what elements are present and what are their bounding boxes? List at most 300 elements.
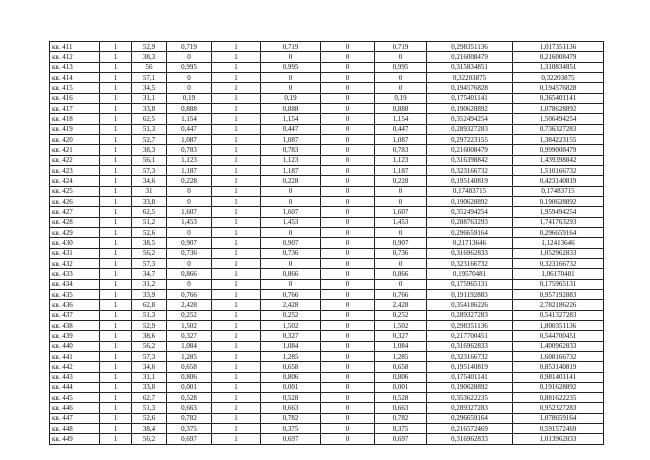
- value-cell: 51,2: [132, 217, 167, 227]
- value-cell: 1: [212, 176, 261, 186]
- value-cell: 1,285: [261, 351, 321, 361]
- value-cell: 62,8: [132, 300, 167, 310]
- apartment-cell: кв. 438: [50, 320, 100, 330]
- value-cell: 1: [212, 83, 261, 93]
- value-cell: 0,736: [261, 248, 321, 258]
- value-cell: 1,510166732: [513, 165, 604, 175]
- value-cell: 0,866: [167, 269, 212, 279]
- value-cell: 0: [375, 72, 427, 82]
- value-cell: 1: [212, 300, 261, 310]
- value-cell: 1,084: [375, 341, 427, 351]
- value-cell: 1: [212, 331, 261, 341]
- value-cell: 1,453: [167, 217, 212, 227]
- value-cell: 0,216008479: [427, 145, 513, 155]
- value-cell: 0,289327283: [427, 310, 513, 320]
- value-cell: 38,5: [132, 238, 167, 248]
- value-cell: 0: [321, 248, 375, 258]
- value-cell: 0: [167, 258, 212, 268]
- value-cell: 0: [167, 52, 212, 62]
- value-cell: 1,12413646: [513, 238, 604, 248]
- value-cell: 1,087: [167, 134, 212, 144]
- apartment-cell: кв. 447: [50, 413, 100, 423]
- value-cell: 0: [321, 217, 375, 227]
- value-cell: 0: [167, 196, 212, 206]
- value-cell: 1,800351136: [513, 320, 604, 330]
- value-cell: 0,190628892: [427, 382, 513, 392]
- apartment-cell: кв. 440: [50, 341, 100, 351]
- value-cell: 0,663: [261, 403, 321, 413]
- value-cell: 1,084: [167, 341, 212, 351]
- table-row: [50, 393, 604, 403]
- value-cell: 1: [100, 413, 132, 423]
- value-cell: 1,310834851: [513, 62, 604, 72]
- value-cell: 0,888: [261, 103, 321, 113]
- table-row: [50, 186, 604, 196]
- apartment-cell: кв. 446: [50, 403, 100, 413]
- value-cell: 1,078659164: [513, 413, 604, 423]
- value-cell: 0,736: [375, 248, 427, 258]
- value-cell: 0,001: [261, 382, 321, 392]
- value-cell: 0,001: [167, 382, 212, 392]
- value-cell: 33,9: [132, 289, 167, 299]
- value-cell: 1: [100, 300, 132, 310]
- table-row: [50, 52, 604, 62]
- value-cell: 0,658: [375, 362, 427, 372]
- value-cell: 1,078628892: [513, 103, 604, 113]
- value-cell: 0: [321, 62, 375, 72]
- value-cell: 1: [212, 62, 261, 72]
- value-cell: 1: [212, 372, 261, 382]
- value-cell: 0: [261, 72, 321, 82]
- value-cell: 0,175401141: [427, 93, 513, 103]
- value-cell: 0: [321, 176, 375, 186]
- table-row: [50, 165, 604, 175]
- value-cell: 0,194576828: [513, 83, 604, 93]
- table-row: [50, 103, 604, 113]
- value-cell: 52,9: [132, 42, 167, 52]
- value-cell: 0: [167, 72, 212, 82]
- table-row: [50, 269, 604, 279]
- value-cell: 1: [212, 145, 261, 155]
- value-cell: 0,541327283: [513, 310, 604, 320]
- table-row: [50, 227, 604, 237]
- value-cell: 2,428: [375, 300, 427, 310]
- value-cell: 0: [321, 83, 375, 93]
- table-row: [50, 289, 604, 299]
- value-cell: 2,782186226: [513, 300, 604, 310]
- value-cell: 1: [212, 217, 261, 227]
- value-cell: 1: [212, 103, 261, 113]
- value-cell: 0,289327283: [427, 124, 513, 134]
- value-cell: 1: [100, 258, 132, 268]
- value-cell: 1,608166732: [513, 351, 604, 361]
- value-cell: 0,32203875: [427, 72, 513, 82]
- value-cell: 0,252: [261, 310, 321, 320]
- apartment-cell: кв. 411: [50, 42, 100, 52]
- value-cell: 0,216572469: [427, 424, 513, 434]
- value-cell: 0,298351136: [427, 42, 513, 52]
- value-cell: 0,216008479: [427, 52, 513, 62]
- value-cell: 0: [321, 52, 375, 62]
- value-cell: 1,285: [167, 351, 212, 361]
- value-cell: 1,607: [167, 207, 212, 217]
- apartment-cell: кв. 432: [50, 258, 100, 268]
- value-cell: 0: [261, 196, 321, 206]
- value-cell: 0,352494254: [427, 207, 513, 217]
- value-cell: 1: [100, 114, 132, 124]
- value-cell: 1: [212, 124, 261, 134]
- value-cell: 57,1: [132, 72, 167, 82]
- value-cell: 62,5: [132, 207, 167, 217]
- value-cell: 0,175965131: [427, 279, 513, 289]
- table-row: [50, 176, 604, 186]
- value-cell: 1,017351136: [513, 42, 604, 52]
- value-cell: 0,19570481: [427, 269, 513, 279]
- value-cell: 0: [321, 341, 375, 351]
- value-cell: 0,528: [375, 393, 427, 403]
- value-cell: 0,175965131: [513, 279, 604, 289]
- value-cell: 0,888: [167, 103, 212, 113]
- value-cell: 1: [212, 134, 261, 144]
- value-cell: 1: [212, 310, 261, 320]
- apartment-cell: кв. 424: [50, 176, 100, 186]
- value-cell: 0,296659164: [427, 413, 513, 423]
- value-cell: 0,853140819: [513, 362, 604, 372]
- value-cell: 1: [212, 155, 261, 165]
- value-cell: 0,697: [375, 434, 427, 444]
- value-cell: 0: [261, 83, 321, 93]
- apartment-table: [49, 41, 604, 445]
- value-cell: 1,154: [261, 114, 321, 124]
- value-cell: 0: [321, 42, 375, 52]
- value-cell: 0,663: [375, 403, 427, 413]
- value-cell: 0: [321, 320, 375, 330]
- table-row: [50, 310, 604, 320]
- apartment-cell: кв. 441: [50, 351, 100, 361]
- value-cell: 33,8: [132, 196, 167, 206]
- value-cell: 1: [100, 362, 132, 372]
- value-cell: 56,1: [132, 155, 167, 165]
- value-cell: 2,428: [261, 300, 321, 310]
- value-cell: 0,806: [261, 372, 321, 382]
- table-row: [50, 155, 604, 165]
- value-cell: 0,32203875: [513, 72, 604, 82]
- value-cell: 1,502: [261, 320, 321, 330]
- value-cell: 1: [100, 165, 132, 175]
- value-cell: 0: [321, 351, 375, 361]
- value-cell: 1: [212, 186, 261, 196]
- value-cell: 0,783: [375, 145, 427, 155]
- value-cell: 0,783: [261, 145, 321, 155]
- value-cell: 1: [212, 238, 261, 248]
- value-cell: 0: [321, 300, 375, 310]
- apartment-cell: кв. 423: [50, 165, 100, 175]
- value-cell: 38,3: [132, 145, 167, 155]
- value-cell: 0,353622235: [427, 393, 513, 403]
- value-cell: 51,3: [132, 310, 167, 320]
- table-row: [50, 83, 604, 93]
- value-cell: 0: [321, 196, 375, 206]
- value-cell: 1: [212, 258, 261, 268]
- value-cell: 1: [100, 403, 132, 413]
- table-row: [50, 145, 604, 155]
- value-cell: 0,17483715: [427, 186, 513, 196]
- value-cell: 1,959494254: [513, 207, 604, 217]
- value-cell: 0,19: [261, 93, 321, 103]
- apartment-cell: кв. 449: [50, 434, 100, 444]
- value-cell: 0,316962833: [427, 341, 513, 351]
- value-cell: 1: [100, 227, 132, 237]
- value-cell: 1: [212, 207, 261, 217]
- value-cell: 52,9: [132, 320, 167, 330]
- value-cell: 0,375: [261, 424, 321, 434]
- value-cell: 1: [212, 351, 261, 361]
- value-cell: 0: [375, 196, 427, 206]
- value-cell: 0,783: [167, 145, 212, 155]
- value-cell: 1: [212, 114, 261, 124]
- value-cell: 56,2: [132, 248, 167, 258]
- value-cell: 0: [321, 393, 375, 403]
- value-cell: 1: [100, 186, 132, 196]
- value-cell: 0,907: [375, 238, 427, 248]
- value-cell: 0: [321, 269, 375, 279]
- value-cell: 0,736327283: [513, 124, 604, 134]
- apartment-cell: кв. 422: [50, 155, 100, 165]
- value-cell: 1: [212, 320, 261, 330]
- value-cell: 0,423140819: [513, 176, 604, 186]
- value-cell: 56,2: [132, 434, 167, 444]
- value-cell: 0,591572469: [513, 424, 604, 434]
- value-cell: 1: [100, 351, 132, 361]
- value-cell: 0,375: [167, 424, 212, 434]
- value-cell: 0,195140819: [427, 176, 513, 186]
- value-cell: 1: [212, 434, 261, 444]
- value-cell: 0,719: [261, 42, 321, 52]
- value-cell: 1: [100, 93, 132, 103]
- value-cell: 33,8: [132, 103, 167, 113]
- value-cell: 0,766: [167, 289, 212, 299]
- value-cell: 0: [321, 279, 375, 289]
- value-cell: 1: [100, 289, 132, 299]
- value-cell: 1,439398842: [513, 155, 604, 165]
- value-cell: 1: [212, 424, 261, 434]
- value-cell: 56: [132, 62, 167, 72]
- value-cell: 1: [100, 134, 132, 144]
- value-cell: 1: [100, 72, 132, 82]
- value-cell: 1,741763293: [513, 217, 604, 227]
- value-cell: 1: [100, 372, 132, 382]
- value-cell: 0,323166732: [427, 165, 513, 175]
- table-row: [50, 42, 604, 52]
- spreadsheet-page: [49, 41, 603, 445]
- table-body: [50, 42, 604, 445]
- apartment-cell: кв. 418: [50, 114, 100, 124]
- table-row: [50, 331, 604, 341]
- value-cell: 0,327: [167, 331, 212, 341]
- value-cell: 0,981401141: [513, 372, 604, 382]
- value-cell: 0,782: [167, 413, 212, 423]
- value-cell: 1: [212, 362, 261, 372]
- apartment-cell: кв. 437: [50, 310, 100, 320]
- value-cell: 0,315834851: [427, 62, 513, 72]
- table-row: [50, 248, 604, 258]
- value-cell: 57,3: [132, 351, 167, 361]
- value-cell: 0,327: [261, 331, 321, 341]
- apartment-cell: кв. 428: [50, 217, 100, 227]
- value-cell: 0,866: [261, 269, 321, 279]
- value-cell: 0,528: [261, 393, 321, 403]
- value-cell: 52,6: [132, 413, 167, 423]
- value-cell: 0: [321, 382, 375, 392]
- value-cell: 0: [321, 134, 375, 144]
- value-cell: 0: [321, 289, 375, 299]
- value-cell: 1: [212, 248, 261, 258]
- value-cell: 2,428: [167, 300, 212, 310]
- value-cell: 0,697: [167, 434, 212, 444]
- value-cell: 1,607: [261, 207, 321, 217]
- value-cell: 1: [212, 382, 261, 392]
- table-row: [50, 93, 604, 103]
- value-cell: 1,013962833: [513, 434, 604, 444]
- value-cell: 0,298351136: [427, 320, 513, 330]
- value-cell: 1: [100, 83, 132, 93]
- value-cell: 0: [321, 145, 375, 155]
- value-cell: 0,354186226: [427, 300, 513, 310]
- value-cell: 0: [375, 279, 427, 289]
- value-cell: 0,544700451: [513, 331, 604, 341]
- apartment-cell: кв. 445: [50, 393, 100, 403]
- value-cell: 1: [100, 393, 132, 403]
- value-cell: 0,888: [375, 103, 427, 113]
- value-cell: 0,190628892: [427, 103, 513, 113]
- value-cell: 1,384223155: [513, 134, 604, 144]
- table-row: [50, 114, 604, 124]
- value-cell: 0: [167, 186, 212, 196]
- value-cell: 0,252: [375, 310, 427, 320]
- value-cell: 31,2: [132, 279, 167, 289]
- value-cell: 0,217700451: [427, 331, 513, 341]
- value-cell: 0,323166732: [513, 258, 604, 268]
- value-cell: 0,316962833: [427, 248, 513, 258]
- value-cell: 34,7: [132, 269, 167, 279]
- value-cell: 57,3: [132, 165, 167, 175]
- value-cell: 1,607: [375, 207, 427, 217]
- apartment-cell: кв. 448: [50, 424, 100, 434]
- value-cell: 0,995: [261, 62, 321, 72]
- value-cell: 0,957192883: [513, 289, 604, 299]
- value-cell: 31: [132, 186, 167, 196]
- value-cell: 0,190628892: [427, 196, 513, 206]
- apartment-cell: кв. 421: [50, 145, 100, 155]
- value-cell: 0,907: [261, 238, 321, 248]
- value-cell: 1,154: [375, 114, 427, 124]
- value-cell: 1: [212, 413, 261, 423]
- value-cell: 1: [100, 145, 132, 155]
- value-cell: 0: [375, 258, 427, 268]
- apartment-cell: кв. 417: [50, 103, 100, 113]
- value-cell: 1: [100, 310, 132, 320]
- value-cell: 0,447: [167, 124, 212, 134]
- value-cell: 1,187: [261, 165, 321, 175]
- table-row: [50, 403, 604, 413]
- value-cell: 0,228: [167, 176, 212, 186]
- apartment-cell: кв. 427: [50, 207, 100, 217]
- value-cell: 1: [100, 217, 132, 227]
- value-cell: 0,19: [375, 93, 427, 103]
- apartment-cell: кв. 443: [50, 372, 100, 382]
- value-cell: 1: [212, 269, 261, 279]
- value-cell: 0: [321, 93, 375, 103]
- table-row: [50, 300, 604, 310]
- value-cell: 1: [100, 434, 132, 444]
- value-cell: 0: [321, 114, 375, 124]
- value-cell: 0: [375, 227, 427, 237]
- value-cell: 0,447: [261, 124, 321, 134]
- value-cell: 1: [100, 207, 132, 217]
- value-cell: 34,6: [132, 362, 167, 372]
- value-cell: 0: [321, 227, 375, 237]
- apartment-cell: кв. 425: [50, 186, 100, 196]
- value-cell: 0: [321, 310, 375, 320]
- value-cell: 0,528: [167, 393, 212, 403]
- value-cell: 0,782: [375, 413, 427, 423]
- value-cell: 34,6: [132, 176, 167, 186]
- value-cell: 51,3: [132, 124, 167, 134]
- value-cell: 1,400962833: [513, 341, 604, 351]
- value-cell: 0,191192883: [427, 289, 513, 299]
- value-cell: 0: [321, 403, 375, 413]
- value-cell: 0: [321, 165, 375, 175]
- value-cell: 1: [212, 403, 261, 413]
- table-row: [50, 72, 604, 82]
- value-cell: 0,327: [375, 331, 427, 341]
- value-cell: 51,3: [132, 403, 167, 413]
- apartment-cell: кв. 430: [50, 238, 100, 248]
- value-cell: 1: [100, 382, 132, 392]
- value-cell: 1,087: [261, 134, 321, 144]
- apartment-cell: кв. 433: [50, 269, 100, 279]
- value-cell: 1,453: [261, 217, 321, 227]
- value-cell: 31,1: [132, 93, 167, 103]
- value-cell: 33,8: [132, 382, 167, 392]
- apartment-cell: кв. 415: [50, 83, 100, 93]
- apartment-cell: кв. 431: [50, 248, 100, 258]
- value-cell: 0,228: [375, 176, 427, 186]
- value-cell: 0: [321, 103, 375, 113]
- value-cell: 62,7: [132, 393, 167, 403]
- apartment-cell: кв. 414: [50, 72, 100, 82]
- value-cell: 1: [100, 331, 132, 341]
- value-cell: 0: [375, 83, 427, 93]
- table-row: [50, 207, 604, 217]
- value-cell: 1: [100, 238, 132, 248]
- value-cell: 1: [212, 72, 261, 82]
- apartment-cell: кв. 442: [50, 362, 100, 372]
- value-cell: 0: [375, 186, 427, 196]
- table-row: [50, 341, 604, 351]
- table-row: [50, 320, 604, 330]
- value-cell: 1: [100, 176, 132, 186]
- table-row: [50, 279, 604, 289]
- table-row: [50, 372, 604, 382]
- apartment-cell: кв. 436: [50, 300, 100, 310]
- value-cell: 1: [212, 341, 261, 351]
- table-row: [50, 258, 604, 268]
- value-cell: 0,001: [375, 382, 427, 392]
- value-cell: 0,228: [261, 176, 321, 186]
- value-cell: 52,7: [132, 134, 167, 144]
- value-cell: 1: [212, 165, 261, 175]
